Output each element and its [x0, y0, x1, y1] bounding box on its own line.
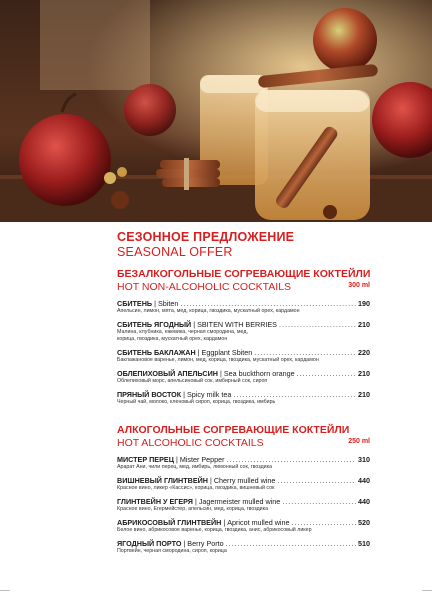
- menu-item: СБИТЕНЬ | Sbiten ..... 190 Апельсин, лимон, мята, мед, корица, гвоздика, мускатный орех, кардамон: [117, 299, 370, 315]
- item-name-ru: ВИШНЕВЫЙ ГЛИНТВЕЙН: [117, 476, 208, 485]
- item-name-en: Mister Pepper: [179, 455, 225, 464]
- item-price: 440: [358, 476, 370, 485]
- item-description: Черный чай, молоко, кленовый сироп, корица, гвоздика, имбирь: [117, 399, 276, 405]
- item-description: корица, гвоздика, мускатный орех, кардамон: [117, 336, 228, 342]
- menu-item: ЯГОДНЫЙ ПОРТО | Berry Porto ..... 510 Портвейн, черная смородина, сироп, корица: [117, 539, 370, 555]
- menu-item: ОБЛЕПИХОВЫЙ АПЕЛЬСИН | Sea buckthorn orange ..... 210 Облепиховый морс, апельсиновый сок, имбирный сок, сироп: [117, 369, 370, 385]
- item-name-en: Apricot mulled wine: [227, 518, 290, 527]
- item-description: Красное вино, Егермейстер, апельсин, мед, корица, гвоздика: [117, 506, 269, 512]
- section-title-ru: БЕЗАЛКОГОЛЬНЫЕ СОГРЕВАЮЩИЕ КОКТЕЙЛИ: [117, 268, 371, 280]
- item-name-en: Berry Porto: [187, 539, 224, 548]
- section-volume: 300 ml: [348, 282, 370, 289]
- item-name-en: Eggplant Sbiten: [201, 348, 253, 357]
- section-volume: 250 ml: [348, 438, 370, 445]
- item-price: 220: [358, 348, 370, 357]
- item-name-en: Spicy milk tea: [187, 390, 232, 399]
- item-name-ru: ЯГОДНЫЙ ПОРТО: [117, 539, 182, 548]
- item-name-ru: СБИТЕНЬ: [117, 299, 153, 308]
- item-description: Малина, клубника, ежевика, черная смородина, мед,: [117, 329, 248, 335]
- section-title-en: HOT ALCOHOLIC COCKTAILS: [117, 437, 264, 449]
- crop-mark: [0, 590, 10, 591]
- item-name-ru: АБРИКОСОВЫЙ ГЛИНТВЕЙН: [117, 518, 222, 527]
- item-description: Баклажановое варенье, лимон, мед, корица, гвоздика, мускатный орех, кардамон: [117, 357, 319, 363]
- section-title-en: HOT NON-ALCOHOLIC COCKTAILS: [117, 281, 292, 293]
- item-price: 440: [358, 497, 370, 506]
- item-name-en: Sbiten: [157, 299, 179, 308]
- item-description: Красное вино, ликер «Кассис», корица, гвоздика, вишневый сок: [117, 485, 275, 491]
- seasonal-banner: [0, 222, 432, 262]
- non-alcoholic-section: [117, 268, 370, 411]
- menu-item: СБИТЕНЬ ЯГОДНЫЙ | SBITEN WITH BERRIES ..... 210 Малина, клубника, ежевика, черная смородина, мед, корица, гвоздика, мускатный орех, кардамон: [117, 320, 370, 343]
- item-price: 510: [358, 539, 370, 548]
- menu-item: ГЛИНТВЕЙН У ЕГЕРЯ | Jagermeister mulled wine ..... 440 Красное вино, Егермейстер, апельсин, мед, корица, гвоздика: [117, 497, 370, 513]
- item-price: 210: [358, 369, 370, 378]
- item-name-ru: МИСТЕР ПЕРЕЦ: [117, 455, 174, 464]
- item-name-ru: ОБЛЕПИХОВЫЙ АПЕЛЬСИН: [117, 369, 218, 378]
- crop-mark: [422, 590, 432, 591]
- item-price: 310: [358, 455, 370, 464]
- item-name-ru: СБИТЕНЬ БАКЛАЖАН: [117, 348, 196, 357]
- item-price: 190: [358, 299, 370, 308]
- item-name-en: Sea buckthorn orange: [223, 369, 295, 378]
- menu-item: СБИТЕНЬ БАКЛАЖАН | Eggplant Sbiten ..... 220 Баклажановое варенье, лимон, мед, корица, гвоздика, мускатный орех, кардамон: [117, 348, 370, 364]
- item-description: Апельсин, лимон, мята, мед, корица, гвоздика, мускатный орех, кардамон: [117, 308, 300, 314]
- item-name-en: Jagermeister mulled wine: [198, 497, 281, 506]
- item-name-ru: ГЛИНТВЕЙН У ЕГЕРЯ: [117, 497, 193, 506]
- menu-item: ПРЯНЫЙ ВОСТОК | Spicy milk tea ..... 210 Черный чай, молоко, кленовый сироп, корица, гвоздика, имбирь: [117, 390, 370, 406]
- section-title-ru: АЛКОГОЛЬНЫЕ СОГРЕВАЮЩИЕ КОКТЕЙЛИ: [117, 424, 350, 436]
- item-price: 520: [358, 518, 370, 527]
- item-name-ru: СБИТЕНЬ ЯГОДНЫЙ: [117, 320, 192, 329]
- menu-item: АБРИКОСОВЫЙ ГЛИНТВЕЙН | Apricot mulled wine ..... 520 Белое вино, абрикосовое варенье, корица, гвоздика, анис, абрикосовый ликер: [117, 518, 370, 534]
- alcoholic-section: [117, 424, 370, 560]
- menu-item: МИСТЕР ПЕРЕЦ | Mister Pepper ..... 310 Арарат Ани, чили перец, мед, имбирь, лимонный сок, гвоздика: [117, 455, 370, 471]
- item-description: Арарат Ани, чили перец, мед, имбирь, лимонный сок, гвоздика: [117, 464, 273, 470]
- menu-item: ВИШНЕВЫЙ ГЛИНТВЕЙН | Cherry mulled wine ..... 440 Красное вино, ликер «Кассис», корица, гвоздика, вишневый сок: [117, 476, 370, 492]
- seasonal-title-ru: СЕЗОННОЕ ПРЕДЛОЖЕНИЕ: [117, 230, 295, 244]
- item-price: 210: [358, 320, 370, 329]
- seasonal-title-en: SEASONAL OFFER: [117, 245, 233, 259]
- item-name-en: Cherry mulled wine: [213, 476, 276, 485]
- item-description: Облепиховый морс, апельсиновый сок, имбирный сок, сироп: [117, 378, 268, 384]
- item-description: Портвейн, черная смородина, сироп, корица: [117, 548, 227, 554]
- item-price: 210: [358, 390, 370, 399]
- item-description: Белое вино, абрикосовое варенье, корица, гвоздика, анис, абрикосовый ликер: [117, 527, 312, 533]
- item-name-en: SBITEN WITH BERRIES: [197, 320, 277, 329]
- item-name-ru: ПРЯНЫЙ ВОСТОК: [117, 390, 182, 399]
- hero-photo: [0, 0, 432, 222]
